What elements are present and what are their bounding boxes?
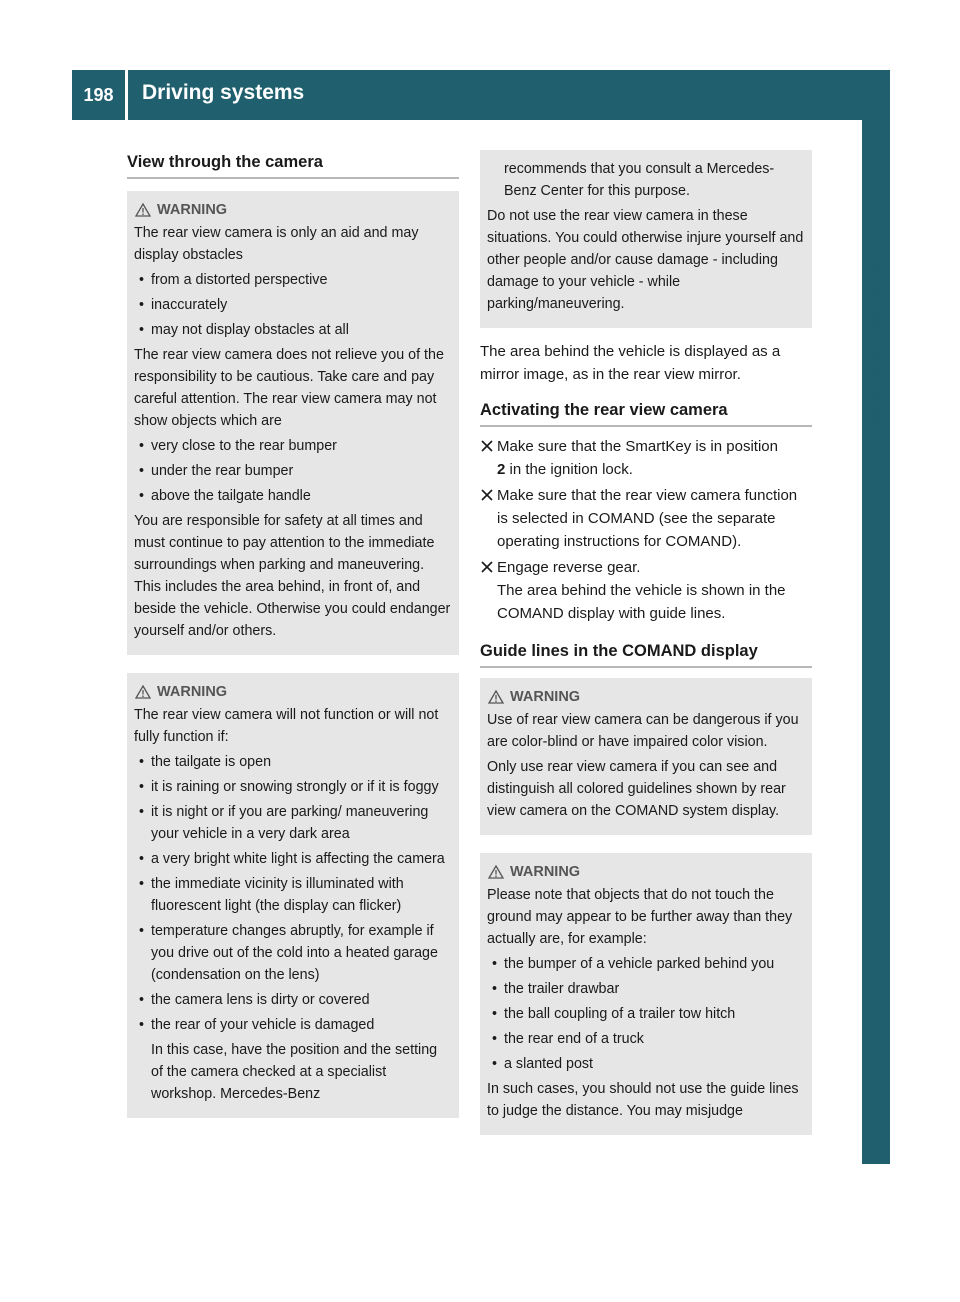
step-text-post: in the ignition lock. bbox=[505, 461, 633, 478]
step-text: Engage reverse gear. bbox=[497, 559, 641, 576]
header-bar bbox=[128, 70, 890, 120]
bullet-item: • the bumper of a vehicle parked behind you bbox=[487, 953, 805, 975]
warning-text: Only use rear view camera if you can see and distinguish all colored guidelines shown by rear view camera on the COMAND system display. bbox=[487, 759, 786, 819]
bullet-item: • under the rear bumper bbox=[134, 460, 452, 482]
step-result: The area behind the vehicle is shown in the COMAND display with guide lines. bbox=[497, 582, 786, 622]
bullet-item: • from a distorted perspective bbox=[134, 269, 452, 291]
step-item bbox=[480, 556, 812, 625]
bullet-item: • the camera lens is dirty or covered bbox=[134, 989, 452, 1011]
side-tab-label-wrap bbox=[846, 240, 906, 470]
warning-text: Do not use the rear view camera in these situations. You could otherwise injure yourself and other people and/or cause damage - including damage to your vehicle - while parking/maneuvering. bbox=[487, 208, 804, 312]
warning-header bbox=[135, 199, 452, 221]
warning-label: WARNING bbox=[510, 864, 581, 880]
warning-text: You are responsible for safety at all times and must continue to pay attention to the immediate surroundings when parking and maneuvering. This includes the area behind, in front of, and beside the vehicle. Otherwise you could endanger yourself and/or others. bbox=[134, 513, 451, 639]
warning-triangle-icon bbox=[135, 685, 151, 699]
bullet-item: • temperature changes abruptly, for example if you drive out of the cold into a heated garage (condensation on the lens) bbox=[134, 920, 452, 986]
warning-header bbox=[488, 861, 805, 883]
warning-triangle-icon bbox=[135, 203, 151, 217]
step-arrow-icon bbox=[481, 561, 493, 573]
bullet-item: • it is raining or snowing strongly or if it is foggy bbox=[134, 776, 452, 798]
step-text bbox=[497, 435, 812, 481]
warning-label: WARNING bbox=[157, 202, 228, 218]
bullet-item: • a slanted post bbox=[487, 1053, 805, 1075]
left-column bbox=[127, 150, 459, 1118]
bullet-item: • inaccurately bbox=[134, 294, 452, 316]
bullet-continuation: In this case, have the position and the setting of the camera checked at a specialist workshop. Mercedes-Benz bbox=[151, 1042, 438, 1102]
bullet-item: • the tailgate is open bbox=[134, 751, 452, 773]
warning-text: The rear view camera will not function or will not fully function if: bbox=[134, 707, 439, 745]
step-list bbox=[480, 435, 812, 625]
page-number: 198 bbox=[72, 70, 125, 120]
warning-label: WARNING bbox=[157, 684, 228, 700]
warning-text: The rear view camera does not relieve you of the responsibility to be cautious. Take care and pay careful attention. The rear view camera may not show objects which are bbox=[134, 347, 444, 429]
section-heading-view: View through the camera bbox=[127, 150, 459, 179]
bullet-item: • above the tailgate handle bbox=[134, 485, 452, 507]
warning-triangle-icon bbox=[488, 690, 504, 704]
warning-text: recommends that you consult a Mercedes-Benz Center for this purpose. bbox=[504, 161, 775, 199]
warning-text: In such cases, you should not use the guide lines to judge the distance. You may misjudge bbox=[487, 1081, 799, 1119]
step-text-pre: Make sure that the SmartKey is in position bbox=[497, 438, 778, 455]
warning-box-2 bbox=[127, 673, 459, 1118]
warning-header bbox=[488, 686, 805, 708]
bullet-item: • very close to the rear bumper bbox=[134, 435, 452, 457]
section-heading-guide-lines: Guide lines in the COMAND display bbox=[480, 639, 812, 668]
bullet-item: • the rear end of a truck bbox=[487, 1028, 805, 1050]
bullet-item: • the rear of your vehicle is damaged bbox=[134, 1014, 452, 1036]
right-column bbox=[480, 150, 812, 1135]
side-tab-label: Driving and parking bbox=[864, 256, 888, 454]
step-arrow-icon bbox=[481, 440, 493, 452]
step-item bbox=[480, 435, 812, 481]
warning-text: Use of rear view camera can be dangerous if you are color-blind or have impaired color vision. bbox=[487, 712, 799, 750]
step-text: Make sure that the rear view camera function is selected in COMAND (see the separate operating instructions for COMAND). bbox=[497, 487, 798, 550]
bullet-item: • it is night or if you are parking/ maneuvering your vehicle in a very dark area bbox=[134, 801, 452, 845]
warning-text: Please note that objects that do not touch the ground may appear to be further away than they actually are, for example: bbox=[487, 887, 793, 947]
step-arrow-icon bbox=[481, 489, 493, 501]
position-number: 2 bbox=[497, 461, 506, 478]
warning-box-4 bbox=[480, 853, 812, 1135]
bullet-item: • a very bright white light is affecting the camera bbox=[134, 848, 452, 870]
warning-box-continued bbox=[480, 150, 812, 328]
warning-label: WARNING bbox=[510, 689, 581, 705]
section-heading-activating: Activating the rear view camera bbox=[480, 398, 812, 427]
warning-box-1 bbox=[127, 191, 459, 655]
bullet-item: • the immediate vicinity is illuminated with fluorescent light (the display can flicker) bbox=[134, 873, 452, 917]
bullet-item: • the ball coupling of a trailer tow hitch bbox=[487, 1003, 805, 1025]
bullet-item: • may not display obstacles at all bbox=[134, 319, 452, 341]
step-item bbox=[480, 484, 812, 553]
bullet-item: • the trailer drawbar bbox=[487, 978, 805, 1000]
warning-triangle-icon bbox=[488, 865, 504, 879]
warning-header bbox=[135, 681, 452, 703]
warning-text: The rear view camera is only an aid and may display obstacles bbox=[134, 225, 419, 263]
page-title: Driving systems bbox=[142, 81, 305, 104]
paragraph: The area behind the vehicle is displayed as a mirror image, as in the rear view mirror. bbox=[480, 343, 781, 383]
warning-box-3 bbox=[480, 678, 812, 835]
